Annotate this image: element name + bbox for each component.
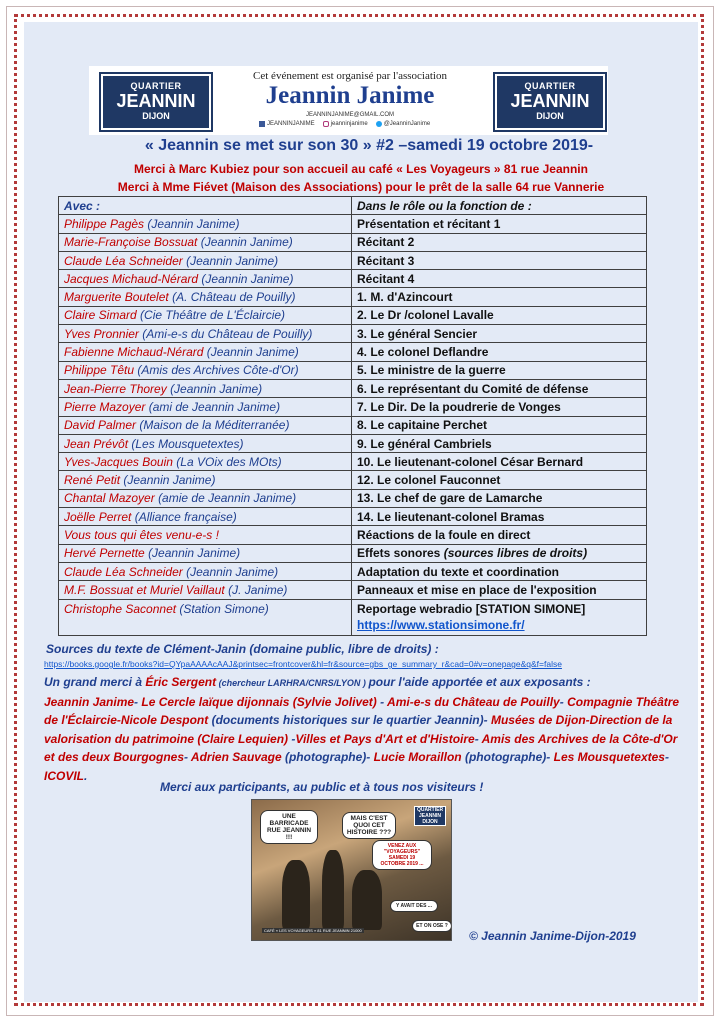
sign-dijon: DIJON: [142, 111, 170, 121]
table-row: [59, 215, 647, 233]
role-text: 1. M. d'Azincourt: [357, 290, 453, 305]
cast-member-name: Joëlle Perret: [64, 509, 132, 524]
cast-member-affiliation: (ami de Jeannin Janime): [148, 399, 281, 414]
ack-name-sergent: Éric Sergent: [145, 675, 217, 689]
cast-table: [58, 196, 647, 636]
cast-member-cell: [59, 288, 352, 306]
cast-member-affiliation: (amie de Jeannin Janime): [158, 491, 297, 506]
table-row: [59, 288, 647, 306]
role-note: (sources libres de droits): [443, 546, 588, 561]
role-text: 10. Le lieutenant-colonel César Bernard: [357, 454, 584, 469]
poster-bubble: ET ON OSE ?: [412, 920, 452, 932]
col-header-with: Avec :: [59, 197, 352, 215]
cast-member-cell: [59, 233, 352, 251]
cast-member-affiliation: (Jeannin Janime): [147, 216, 240, 231]
cast-member-affiliation: (Amis des Archives Côte-d'Or): [137, 363, 299, 378]
ack-sep: -: [664, 750, 669, 764]
poster-caption: CAFÉ « LES VOYAGEURS » 81 RUE JEANNIN 21000: [264, 928, 362, 933]
role-text: 4. Le colonel Deflandre: [357, 345, 489, 360]
cast-member-cell: [59, 562, 352, 580]
cast-member-cell: [59, 453, 352, 471]
cast-member-name: Yves Pronnier: [64, 326, 139, 341]
cast-member-affiliation: (La VOix des MOts): [176, 454, 282, 469]
org-social: [259, 121, 489, 127]
cast-member-name: Jean-Pierre Thorey: [64, 381, 167, 396]
ack-partner: Musées de Dijon-Direction de la valorisation du patrimoine (Claire Lequien): [44, 713, 673, 746]
copyright: © Jeannin Janime-Dijon-2019: [469, 929, 636, 943]
ack-partner: Compagnie Théâtre de l'Éclaircie-Nicole Despont: [44, 694, 680, 727]
ack-partner: Amis des Archives de la Côte-d'Or et des deux Bourgognes: [44, 731, 678, 764]
thanks-line-2: Merci à Mme Fiévet (Maison des Associations) pour le prêt de la salle 64 rue Vannerie: [117, 180, 605, 194]
cast-member-affiliation: (Ami-e-s du Château de Pouilly): [142, 326, 313, 341]
table-row: [59, 251, 647, 269]
role-cell: [352, 489, 647, 507]
table-row: [59, 343, 647, 361]
role-cell: [352, 270, 647, 288]
table-row: [59, 599, 647, 635]
ack-partner: Ami-e-s du Château de Pouilly: [387, 694, 560, 709]
ack-sep: -: [184, 750, 191, 764]
table-row: [59, 471, 647, 489]
ack-partner: Lucie Moraillon: [373, 750, 462, 764]
poster-bubble: UNE BARRICADE RUE JEANNIN !!!: [260, 810, 318, 844]
table-row: [59, 398, 647, 416]
role-cell: [352, 325, 647, 343]
facebook-handle: JEANNINJANIME: [267, 121, 315, 127]
role-cell: [352, 416, 647, 434]
role-text: 8. Le capitaine Perchet: [357, 418, 488, 433]
ack-sep: (photographe)-: [461, 750, 554, 764]
event-poster-image: [251, 799, 452, 941]
table-row: [59, 379, 647, 397]
ack-sep: -: [288, 731, 296, 746]
cast-member-affiliation: (Jeannin Janime): [200, 235, 293, 250]
cast-member-affiliation: (Station Simone): [179, 601, 269, 616]
role-cell: [352, 343, 647, 361]
cast-member-cell: [59, 343, 352, 361]
ack-partner: Adrien Sauvage: [190, 750, 282, 764]
table-row: [59, 325, 647, 343]
table-row: [59, 434, 647, 452]
role-cell: [352, 562, 647, 580]
cast-member-cell: [59, 434, 352, 452]
social-instagram: [323, 121, 368, 127]
table-row: [59, 233, 647, 251]
cast-member-name: René Petit: [64, 473, 121, 488]
ack-partner: Les Mousquetextes: [553, 750, 665, 764]
cast-member-cell: [59, 489, 352, 507]
table-header-row: [59, 197, 647, 215]
cast-member-cell: [59, 471, 352, 489]
cast-member-name: Claire Simard: [64, 308, 137, 323]
cast-member-name: David Palmer: [64, 418, 137, 433]
table-row: [59, 361, 647, 379]
header-banner: [89, 66, 608, 135]
cast-member-name: Christophe Saconnet: [64, 601, 177, 616]
poster-street-sign: QUARTIER JEANNIN DIJON: [414, 806, 446, 826]
poster-figure: [322, 850, 344, 930]
cast-member-name: Marguerite Boutelet: [64, 290, 169, 305]
sign-quartier: QUARTIER: [130, 81, 182, 91]
ack-intro-end: pour l'aide apportée et aux exposants :: [368, 675, 591, 689]
cast-member-affiliation: (Jeannin Janime): [123, 473, 216, 488]
twitter-icon: [376, 121, 382, 127]
role-cell: [352, 379, 647, 397]
table-row: [59, 508, 647, 526]
cast-member-name: Marie-Françoise Bossuat: [64, 235, 198, 250]
poster-figure: [282, 860, 310, 930]
cast-member-name: Pierre Mazoyer: [64, 399, 146, 414]
street-sign-left: [101, 74, 211, 130]
street-sign-right: [495, 74, 605, 130]
cast-member-affiliation: (Les Mousquetextes): [131, 436, 244, 451]
ack-sep: (documents historiques sur le quartier Jeannin)-: [208, 713, 491, 727]
role-cell: [352, 233, 647, 251]
ack-partner: Le Cercle laïque dijonnais (Sylvie Jolivet): [141, 694, 377, 709]
role-text: 2. Le Dr /colonel Lavalle: [357, 308, 494, 323]
cast-member-name: Yves-Jacques Bouin: [64, 454, 173, 469]
cast-member-cell: [59, 270, 352, 288]
table-row: [59, 453, 647, 471]
role-text: Réactions de la foule en direct: [357, 527, 531, 542]
org-line: Cet événement est organisé par l'association: [253, 70, 447, 82]
cast-member-cell: [59, 361, 352, 379]
cast-member-name: Fabienne Michaud-Nérard: [64, 345, 204, 360]
role-text: 13. Le chef de gare de Lamarche: [357, 491, 543, 506]
table-row: [59, 581, 647, 599]
role-cell: [352, 288, 647, 306]
cast-member-affiliation: (Jeannin Janime): [170, 381, 263, 396]
cast-member-name: Hervé Pernette: [64, 546, 145, 561]
cast-member-cell: [59, 508, 352, 526]
social-twitter: [376, 121, 430, 127]
role-cell: [352, 434, 647, 452]
cast-member-cell: [59, 398, 352, 416]
table-row: [59, 489, 647, 507]
table-row: [59, 416, 647, 434]
role-text: Effets sonores: [357, 546, 444, 561]
ack-partner: Villes et Pays d'Art et d'Histoire: [295, 731, 475, 746]
cast-member-cell: [59, 306, 352, 324]
sources-label: Sources du texte de Clément-Janin (domaine public, libre de droits) :: [46, 642, 439, 656]
sign-jeannin: JEANNIN: [116, 91, 196, 111]
role-text: 12. Le colonel Fauconnet: [357, 473, 501, 488]
role-cell: [352, 398, 647, 416]
role-cell: [352, 453, 647, 471]
org-name: Jeannin Janime: [265, 82, 435, 109]
col-header-role: Dans le rôle ou la fonction de :: [352, 197, 647, 215]
cast-member-cell: [59, 215, 352, 233]
role-text: Adaptation du texte et coordination: [357, 564, 560, 579]
role-text: Récitant 3: [357, 253, 415, 268]
table-row: [59, 526, 647, 544]
cast-member-name: Jacques Michaud-Nérard: [64, 271, 199, 286]
thanks-line-1: Merci à Marc Kubiez pour son accueil au café « Les Voyageurs » 81 rue Jeannin: [134, 162, 588, 176]
cast-member-cell: [59, 581, 352, 599]
cast-member-name: Jean Prévôt: [64, 436, 129, 451]
role-text: 14. Le lieutenant-colonel Bramas: [357, 509, 545, 524]
cast-member-cell: [59, 526, 352, 544]
ack-sep: .: [84, 768, 88, 783]
poster-bubble: MAIS C'EST QUOI CET HISTOIRE ???: [342, 812, 396, 839]
role-text: 6. Le représentant du Comité de défense: [357, 381, 589, 396]
ack-partner: Jeannin Janime: [44, 694, 135, 709]
instagram-icon: [323, 121, 329, 127]
role-cell: [352, 544, 647, 562]
table-row: [59, 544, 647, 562]
cast-member-affiliation: (Alliance française): [134, 509, 237, 524]
role-text: Panneaux et mise en place de l'exposition: [357, 582, 597, 597]
cast-member-cell: [59, 251, 352, 269]
final-thanks: Merci aux participants, au public et à tous nos visiteurs !: [160, 780, 484, 794]
cast-member-affiliation: (A. Château de Pouilly): [172, 290, 296, 305]
role-cell: [352, 581, 647, 599]
role-text: 5. Le ministre de la guerre: [357, 363, 506, 378]
cast-member-name: Claude Léa Schneider: [64, 253, 183, 268]
role-cell: [352, 599, 647, 635]
poster-bubble: Y AVAIT DES ...: [390, 900, 438, 912]
ack-sep: -: [559, 694, 568, 709]
poster-figure: [352, 870, 382, 930]
acknowledgements: [44, 673, 689, 785]
sign-quartier: QUARTIER: [524, 81, 576, 91]
ack-affiliation: (chercheur LARHRA/CNRS/LYON ): [216, 678, 369, 688]
cast-member-affiliation: (Jeannin Janime): [201, 271, 294, 286]
cast-member-cell: [59, 379, 352, 397]
social-facebook: [259, 121, 315, 127]
cast-member-affiliation: (Jeannin Janime): [186, 253, 279, 268]
sign-jeannin: JEANNIN: [510, 91, 590, 111]
role-text: Présentation et récitant 1: [357, 216, 501, 231]
station-simone-link[interactable]: https://www.stationsimone.fr/: [357, 617, 525, 632]
instagram-handle: jeanninjanime: [330, 121, 368, 127]
cast-member-affiliation: (Jeannin Janime): [148, 546, 241, 561]
cast-member-affiliation: (Jeannin Janime): [206, 345, 299, 360]
table-row: [59, 306, 647, 324]
ack-partner: ICOVIL: [44, 768, 85, 783]
role-text: Récitant 2: [357, 235, 415, 250]
role-cell: [352, 526, 647, 544]
role-text: Récitant 4: [357, 271, 415, 286]
role-cell: [352, 215, 647, 233]
cast-member-affiliation: (Maison de la Méditerranée): [139, 418, 290, 433]
role-cell: [352, 306, 647, 324]
role-text: 7. Le Dir. De la poudrerie de Vonges: [357, 399, 561, 414]
ack-intro: Un grand merci à: [44, 675, 146, 689]
table-row: [59, 562, 647, 580]
ack-sep: -: [376, 694, 388, 709]
ack-sep: -: [134, 694, 142, 709]
cast-member-name: Philippe Pagès: [64, 216, 145, 231]
ack-sep: -: [474, 731, 482, 746]
sign-dijon: DIJON: [536, 111, 564, 121]
sources-link[interactable]: https://books.google.fr/books?id=QYpaAAAAcAAJ&printsec=frontcover&hl=fr&source=gbs_ge_summary_r&cad=0#v=onepage&q&f=false: [44, 659, 562, 669]
role-text: 3. Le général Sencier: [357, 326, 478, 341]
cast-member-name: Chantal Mazoyer: [64, 491, 155, 506]
role-cell: [352, 251, 647, 269]
table-row: [59, 270, 647, 288]
cast-member-name: M.F. Bossuat et Muriel Vaillaut: [64, 582, 225, 597]
cast-member-cell: [59, 416, 352, 434]
role-cell: [352, 471, 647, 489]
cast-member-affiliation: (J. Janime): [228, 582, 288, 597]
cast-member-affiliation: (Jeannin Janime): [186, 564, 279, 579]
twitter-handle: @JeanninJanime: [383, 121, 431, 127]
cast-member-cell: [59, 325, 352, 343]
facebook-icon: [259, 121, 265, 127]
role-text: 9. Le général Cambriels: [357, 436, 492, 451]
cast-member-name: Vous tous qui êtes venu-e-s !: [64, 527, 219, 542]
role-cell: [352, 508, 647, 526]
role-text: Reportage webradio [STATION SIMONE]: [357, 601, 586, 616]
cast-member-cell: [59, 599, 352, 635]
cast-member-cell: [59, 544, 352, 562]
role-cell: [352, 361, 647, 379]
cast-member-name: Philippe Têtu: [64, 363, 135, 378]
org-email: JEANNINJANIME@GMAIL.COM: [305, 112, 395, 118]
poster-bubble: VENEZ AUX "VOYAGEURS" SAMEDI 19 OCTOBRE 2019 ...: [372, 840, 432, 870]
ack-sep: (photographe)-: [281, 750, 374, 764]
event-title: « Jeannin se met sur son 30 » #2 –samedi 19 octobre 2019-: [144, 137, 594, 154]
cast-member-affiliation: (Cie Théâtre de L'Éclaircie): [140, 308, 286, 323]
cast-member-name: Claude Léa Schneider: [64, 564, 183, 579]
